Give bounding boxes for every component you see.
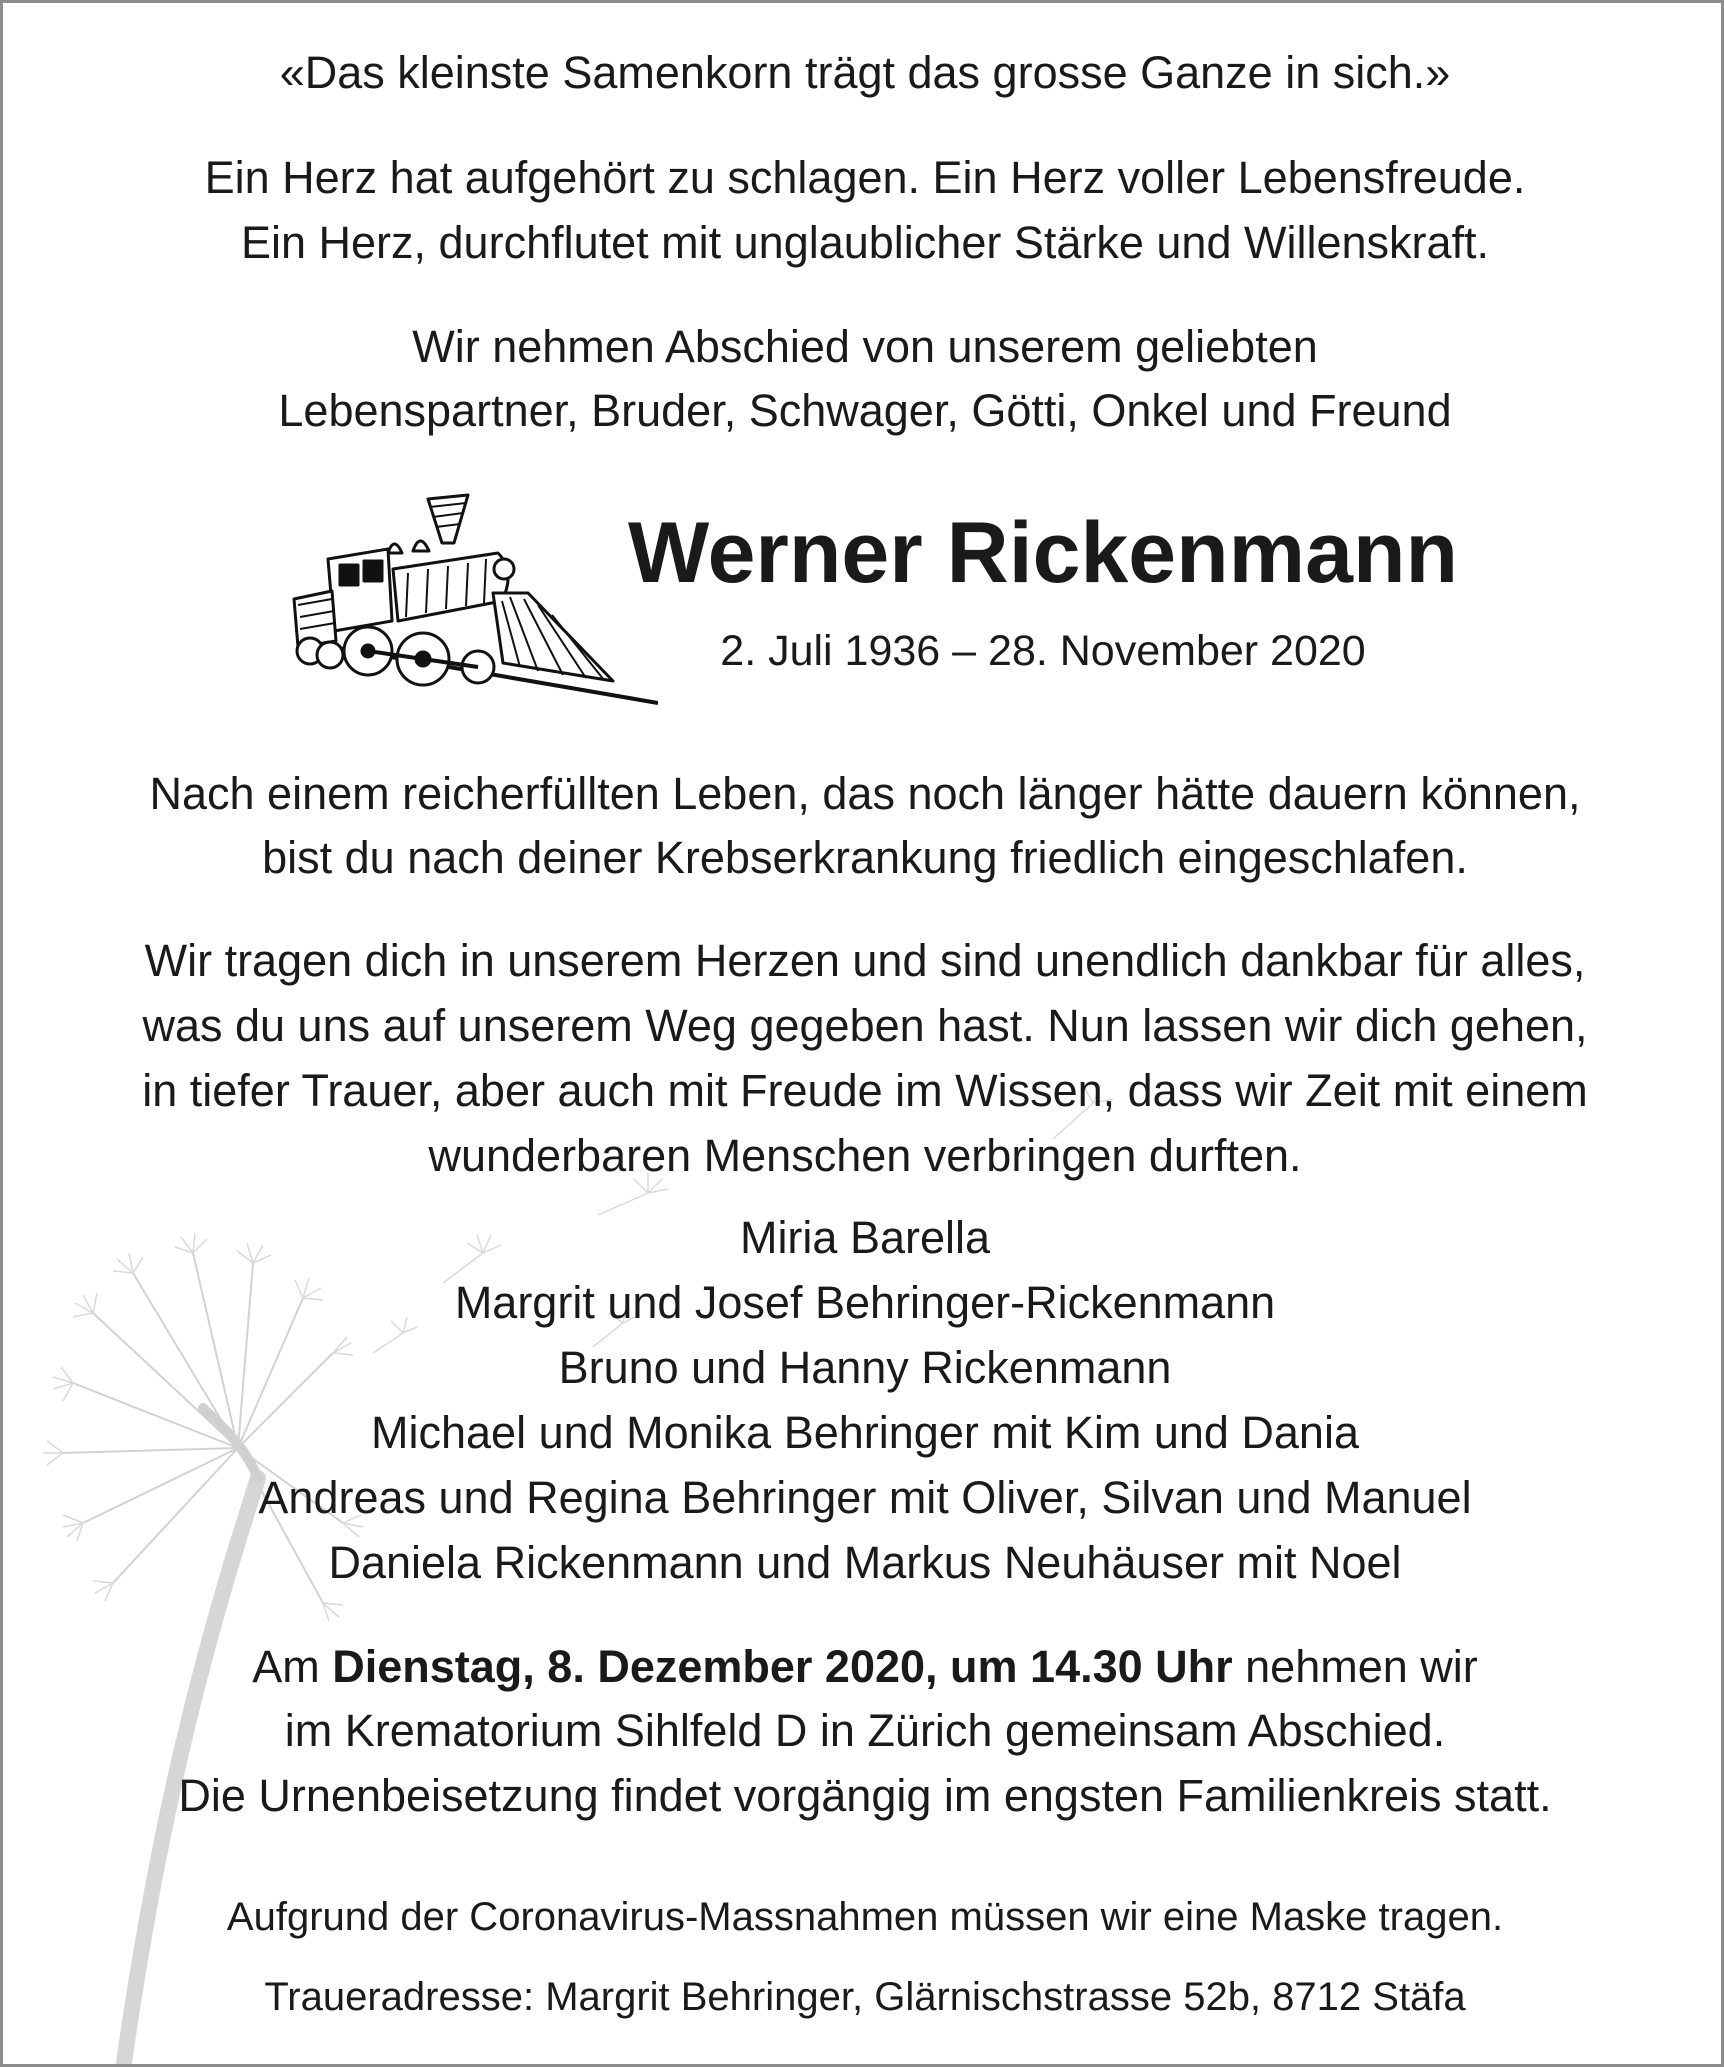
mourner-line: Daniela Rickenmann und Markus Neuhäuser mit Noel xyxy=(328,1537,1402,1588)
ceremony-date-time: Dienstag, 8. Dezember 2020, um 14.30 Uhr xyxy=(332,1641,1233,1692)
life-dates: 2. Juli 1936 – 28. November 2020 xyxy=(720,627,1366,675)
ceremony-line-3: Die Urnenbeisetzung findet vorgängig im engsten Familienkreis statt. xyxy=(178,1770,1552,1821)
heart-line-2: Ein Herz, durchflutet mit unglaublicher Stärke und Willenskraft. xyxy=(240,217,1490,268)
gratitude-line-2: was du uns auf unserem Weg gegeben hast. Nun lassen wir dich gehen, xyxy=(142,1000,1588,1051)
quote: «Das kleinste Samenkorn trägt das grosse Ganze in sich.» xyxy=(279,47,1451,98)
life-line-1: Nach einem reicherfüllten Leben, das noch länger hätte dauern können, xyxy=(149,768,1581,819)
gratitude-line-1: Wir tragen dich in unserem Herzen und sind unendlich dankbar für alles, xyxy=(144,935,1586,986)
mask-notice: Aufgrund der Coronavirus-Massnahmen müssen wir eine Maske tragen. xyxy=(226,1895,1504,1939)
mourner-line: Michael und Monika Behringer mit Kim und Dania xyxy=(371,1407,1359,1458)
mourner-line: Bruno und Hanny Rickenmann xyxy=(558,1342,1172,1393)
heart-line-1: Ein Herz hat aufgehört zu schlagen. Ein Herz voller Lebensfreude. xyxy=(204,152,1526,203)
farewell-line-1: Wir nehmen Abschied von unserem geliebten xyxy=(412,321,1318,372)
ceremony-suffix: nehmen wir xyxy=(1232,1641,1478,1692)
mourner-line: Andreas und Regina Behringer mit Oliver, Silvan und Manuel xyxy=(258,1472,1472,1523)
gratitude-line-4: wunderbaren Menschen verbringen durften. xyxy=(428,1130,1302,1181)
mourner-line: Miria Barella xyxy=(739,1212,991,1263)
farewell-line-2: Lebenspartner, Bruder, Schwager, Götti, Onkel und Freund xyxy=(278,385,1452,436)
mourner-line: Margrit und Josef Behringer-Rickenmann xyxy=(454,1277,1276,1328)
ceremony-prefix: Am xyxy=(252,1641,333,1692)
ceremony-line-2: im Krematorium Sihlfeld D in Zürich gemeinsam Abschied. xyxy=(284,1705,1446,1756)
life-line-2: bist du nach deiner Krebserkrankung friedlich eingeschlafen. xyxy=(262,832,1468,883)
gratitude-line-3: in tiefer Trauer, aber auch mit Freude im Wissen, dass wir Zeit mit einem xyxy=(142,1065,1588,1116)
ceremony-line-1 xyxy=(3,1639,1724,1695)
mourning-address: Traueradresse: Margrit Behringer, Glärnischstrasse 52b, 8712 Stäfa xyxy=(264,1975,1466,2019)
deceased-name: Werner Rickenmann xyxy=(627,505,1459,601)
